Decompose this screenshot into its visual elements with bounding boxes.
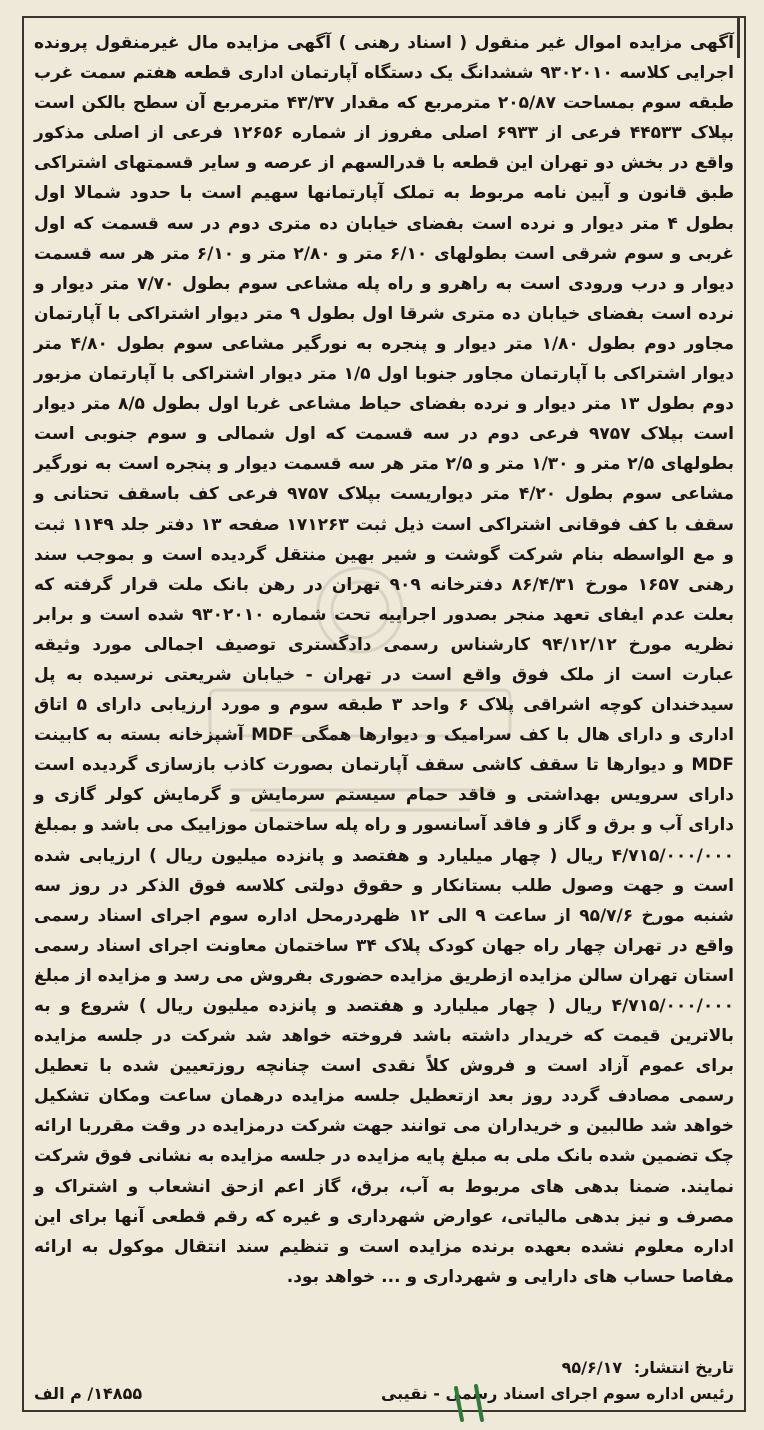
handwritten-mark-icon xyxy=(436,1382,526,1422)
signature-line: رئیس اداره سوم اجرای اسناد رسمی - نقیبی xyxy=(380,1384,734,1403)
corner-rule xyxy=(737,18,740,58)
notice-body: آگهی مزایده اموال غیر منقول ( اسناد رهنی ) آگهی مزایده مال غیرمنقول پرونده اجرایی کلاسه ۹۳۰۲۰۱۰ ششدانگ یک دستگاه آپارتمان اداری قطعه هفتم سمت غرب طبقه سوم بمساحت ۲۰۵/۸۷ مترمربع که مقدار ۴۳/۳۷ مترمربع آن سطح بالکن است بپلاک ۴۴۵۳۳ فرعی از ۶۹۳۳ اصلی مفروز از شماره ۱۲۶۵۶ فرعی از اصلی مذکور واقع در بخش دو تهران این قطعه با قدرالسهم از عرصه و سایر قسمتهای اشتراکی طبق قانون و آیین نامه مربوط به تملک آپارتمانها سهیم است با حدود شمالا اول بطول ۴ متر دیوار و نرده است بفضای خیابان ده متری دوم در سه قسمت که اول غربی و سوم شرقی است بطولهای ۶/۱۰ متر و ۲/۸۰ متر و ۶/۱۰ متر هر سه قسمت دیوار و درب ورودی است به راهرو و راه پله مشاعی سوم بطول ۷/۷۰ متر دیوار و نرده است بفضای خیابان ده متری شرقا اول بطول ۹ متر دیوار اشتراکی با آپارتمان مجاور دوم بطول ۱/۸۰ متر دیوار و پنجره به نورگیر مشاعی سوم بطول ۴/۸۰ متر دیوار اشتراکی با آپارتمان مجاور جنوبا اول ۱/۵ متر دیوار اشتراکی با آپارتمان مزبور دوم بطول ۱۳ متر دیوار و نرده بفضای حیاط مشاعی غربا اول بطول ۸/۵ متر دیوار است بپلاک ۹۷۵۷ فرعی دوم در سه قسمت که اول شمالی و سوم جنوبی است بطولهای ۲/۵ متر و ۱/۳۰ متر و ۲/۵ متر هر سه قسمت دیوار و پنجره است به نورگیر مشاعی سوم بطول ۴/۲۰ متر دیواریست بپلاک ۹۷۵۷ فرعی کف باسقف تحتانی و سقف با کف فوقانی اشتراکی است ذیل ثبت ۱۷۱۲۶۳ صفحه ۱۳ دفتر جلد ۱۱۴۹ ثبت و مع الواسطه بنام شرکت گوشت و شیر بهین منتقل گردیده است و بموجب سند رهنی ۱۶۵۷ مورخ ۸۶/۴/۳۱ دفترخانه ۹۰۹ تهران در رهن بانک ملت قرار گرفته که بعلت عدم ایفای تعهد منجر بصدور اجراییه تحت شماره ۹۳۰۲۰۱۰ شده است و برابر نظریه مورخ ۹۴/۱۲/۱۲ کارشناس رسمی دادگستری توصیف اجمالی مورد وثیقه عبارت است از ملک فوق واقع است در تهران - خیابان شریعتی نرسیده به پل سیدخندان کوچه اشراقی پلاک ۶ واحد ۳ طبقه سوم و مورد ارزیابی دارای ۵ اتاق اداری و دارای هال با کف سرامیک و دیوارها همگی MDF آشپزخانه بسته به کابینت MDF و دیوارها تا سقف کاشی سقف آپارتمان بصورت کاذب بازسازی گردیده است دارای سرویس بهداشتی و فاقد حمام سیستم سرمایش و گرمایش کولر گازی و دارای آب و برق و گاز و فاقد آسانسور و راه پله ساختمان موزاییک می باشد و بمبلغ ۴/۷۱۵/۰۰۰/۰۰۰ ریال ( چهار میلیارد و هفتصد و پانزده میلیون ریال ) ارزیابی شده است و جهت وصول طلب بستانکار و حقوق دولتی کلاسه فوق الذکر در روز سه شنبه مورخ ۹۵/۷/۶ از ساعت ۹ الی ۱۲ ظهردرمحل اداره سوم اجرای اسناد رسمی واقع در تهران چهار راه جهان کودک پلاک ۳۴ ساختمان معاونت اجرای اسناد رسمی استان تهران سالن مزایده ازطریق مزایده حضوری بفروش می رسد و مزایده از مبلغ ۴/۷۱۵/۰۰۰/۰۰۰ ریال ( چهار میلیارد و هفتصد و پانزده میلیون ریال ) شروع و به بالاترین قیمت که خریدار داشته باشد فروخته خواهد شد شرکت در جلسه مزایده برای عموم آزاد است و فروش کلاً نقدی است چنانچه روزتعیین شده با تعطیل رسمی مصادف گردد روز بعد ازتعطیل جلسه مزایده درهمان ساعت ومکان تشکیل خواهد شد طالبین و خریداران می توانند جهت شرکت درمزایده در وقت مقرربا ارائه چک تضمین شده بانک ملی به مبلغ پایه مزایده در جلسه مزایده به نشانی فوق شرکت نمایند. ضمنا بدهی های مربوط به آب، برق، گاز اعم ازحق انشعاب و اشتراک و مصرف و نیز بدهی مالیاتی، عوارض شهرداری و غیره که رقم قطعی آنها برای این اداره معلوم نشده بعهده برنده مزایده است و تنظیم سند انتقال موکول به ارائه مفاصا حساب های دارایی و شهرداری و ... خواهد بود. xyxy=(34,33,735,1287)
notice-code: ۱۴۸۵۵/ م الف xyxy=(34,1384,143,1403)
publish-date-line xyxy=(562,1358,734,1377)
notice-footer xyxy=(34,1384,734,1403)
publish-date-label: تاریخ انتشار: xyxy=(633,1358,734,1377)
publish-date-value: ۹۵/۶/۱۷ xyxy=(561,1358,623,1377)
